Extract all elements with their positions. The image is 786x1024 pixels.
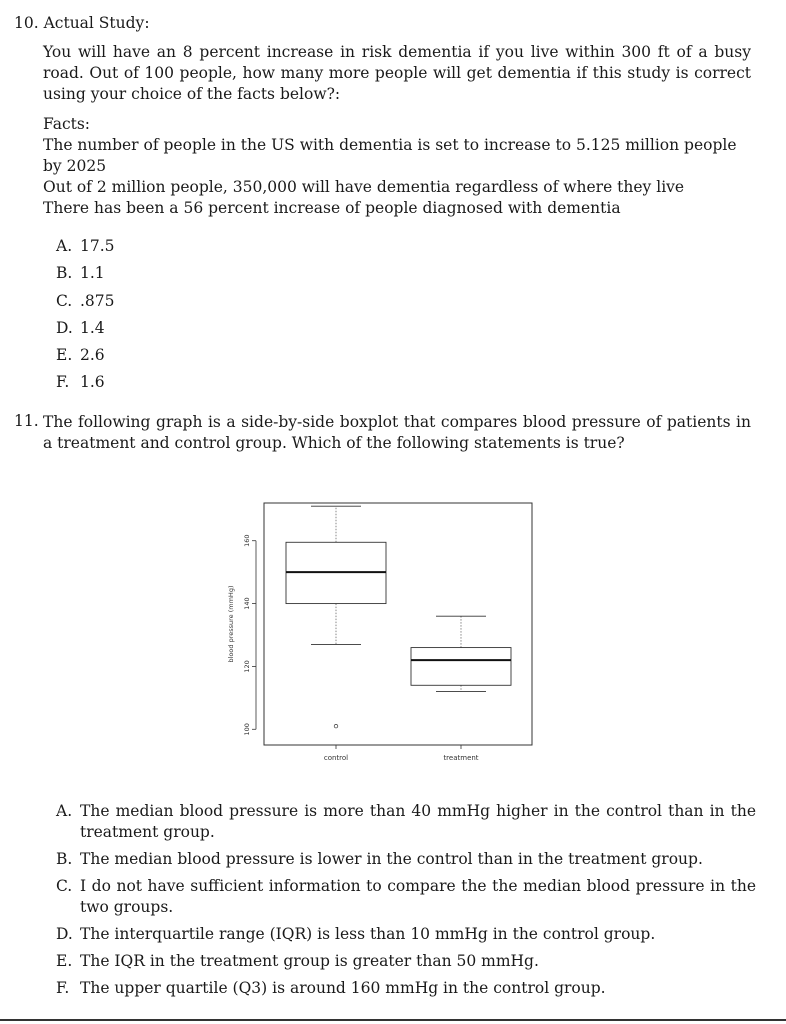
option-label: E. <box>56 346 73 365</box>
option-text: 17.5 <box>80 237 115 255</box>
y-tick-label: 100 <box>243 723 251 736</box>
question-10-stem: You will have an 8 percent increase in risk dementia if you live within 300 ft of a busy road. Out of 100 people, how many more people will get dementia if this study is correct using your choice of the facts below?: <box>43 43 751 103</box>
outlier-point <box>334 724 338 728</box>
option-a[interactable] <box>56 236 115 263</box>
option-label: F. <box>56 373 70 392</box>
question-10-title: Actual Study: <box>43 14 150 32</box>
fact-item: There has been a 56 percent increase of people diagnosed with dementia <box>43 199 621 217</box>
fact-item: Out of 2 million people, 350,000 will have dementia regardless of where they live <box>43 178 685 196</box>
option-c[interactable] <box>56 876 756 918</box>
boxplot-svg <box>222 498 542 770</box>
option-text: The upper quartile (Q3) is around 160 mmHg in the control group. <box>80 979 606 997</box>
option-b[interactable] <box>56 849 756 870</box>
option-label: F. <box>56 979 70 997</box>
question-11-options <box>56 801 756 1005</box>
option-label: C. <box>56 877 73 895</box>
option-label: A. <box>56 802 73 820</box>
option-f[interactable] <box>56 372 115 399</box>
x-tick-label: treatment <box>443 754 479 762</box>
x-tick-label: control <box>323 754 349 762</box>
y-tick-label: 140 <box>243 597 251 610</box>
question-11-stem: The following graph is a side-by-side boxplot that compares blood pressure of patients in a treatment and control group. Which of the following statements is true? <box>43 413 751 452</box>
boxes <box>286 506 511 728</box>
option-text: .875 <box>80 291 115 310</box>
y-axis-label: blood pressure (mmHg) <box>227 585 235 663</box>
option-label: B. <box>56 850 73 868</box>
option-f[interactable] <box>56 978 756 999</box>
box-control <box>286 506 386 728</box>
option-text: The median blood pressure is lower in the control than in the treatment group. <box>80 850 703 868</box>
option-c[interactable] <box>56 291 115 318</box>
option-b[interactable] <box>56 263 115 290</box>
option-label: E. <box>56 952 73 970</box>
y-tick-label: 160 <box>243 534 251 547</box>
option-label: D. <box>56 318 73 337</box>
option-e[interactable] <box>56 345 115 372</box>
option-text: 1.1 <box>80 264 105 283</box>
option-a[interactable] <box>56 801 756 843</box>
plot-frame <box>264 503 532 745</box>
option-label: B. <box>56 264 73 283</box>
y-tick-label: 120 <box>243 660 251 673</box>
question-10-options <box>56 236 115 400</box>
boxplot-chart <box>222 498 542 770</box>
question-11-number: 11. <box>14 412 39 430</box>
iqr-box <box>411 648 511 686</box>
box-treatment <box>411 616 511 691</box>
option-text: The interquartile range (IQR) is less than 10 mmHg in the control group. <box>80 925 656 943</box>
option-text: I do not have sufficient information to compare the the median blood pressure in the two groups. <box>80 877 756 916</box>
option-label: D. <box>56 925 73 943</box>
option-label: A. <box>56 237 73 255</box>
option-d[interactable] <box>56 924 756 945</box>
option-e[interactable] <box>56 951 756 972</box>
question-10 <box>14 14 754 404</box>
question-10-number: 10. <box>14 14 39 32</box>
option-text: 1.6 <box>80 373 105 392</box>
facts-label: Facts: <box>43 115 91 133</box>
option-text: 2.6 <box>80 346 105 365</box>
y-axis-label-group <box>227 586 235 663</box>
option-label: C. <box>56 291 73 310</box>
option-text: The IQR in the treatment group is greater than 50 mmHg. <box>80 952 539 970</box>
option-text: 1.4 <box>80 318 105 337</box>
option-d[interactable] <box>56 318 115 345</box>
question-10-header <box>14 14 150 32</box>
page-bottom-rule <box>0 1019 786 1021</box>
option-text: The median blood pressure is more than 40 mmHg higher in the control than in the treatment group. <box>80 802 756 841</box>
fact-item: The number of people in the US with dementia is set to increase to 5.125 million people by 2025 <box>43 136 737 175</box>
question-10-facts <box>43 114 751 219</box>
